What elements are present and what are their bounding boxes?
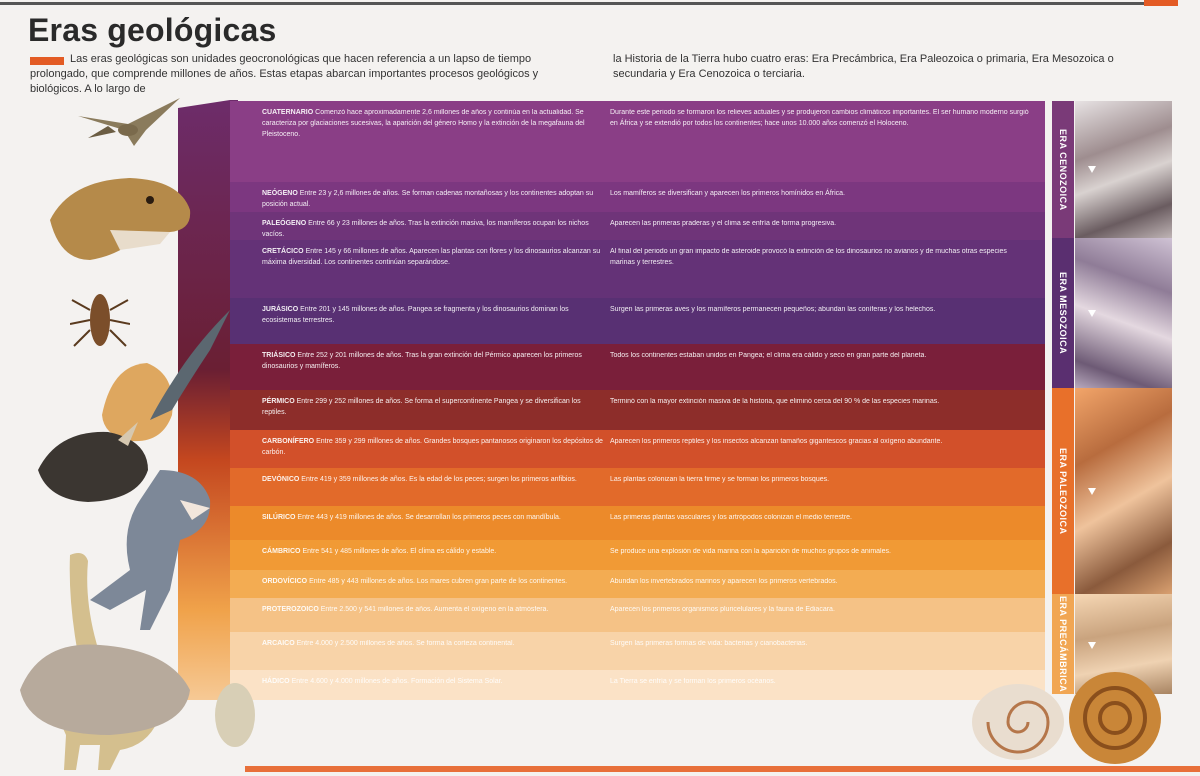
period-name: PALEÓGENO <box>262 220 307 227</box>
period-text: Entre 443 y 419 millones de años. Se desarrollan los primeros peces con mandíbula. <box>297 514 561 521</box>
period-text: Entre 145 y 66 millones de años. Aparecen las plantas con flores y los dinosaurios alcanzan su máxima diversidad. Los continentes continúan separándose. <box>262 248 601 266</box>
rock-illustration <box>10 630 200 740</box>
period-name: JURÁSICO <box>262 306 299 313</box>
page-title: Eras geológicas <box>28 12 277 48</box>
period-text: Terminó con la mayor extinción masiva de la historia, que eliminó cerca del 90 % de las especies marinas. <box>610 398 940 405</box>
intro-text-left: Las eras geológicas son unidades geocronológicas que hacen referencia a un lapso de tiempo prolongado, que comprende millones de años. Estas etapas abarcan importantes procesos geológicos y biológicos. A lo largo de <box>30 53 539 95</box>
top-rule <box>0 2 1160 5</box>
intro-text-right: la Historia de la Tierra hubo cuatro eras: Era Precámbrica, Era Paleozoica o primaria, Era Mesozoica o secundaria y Era Cenozoica o terciaria. <box>613 53 1114 80</box>
period-name: PROTEROZOICO <box>262 606 319 613</box>
period-band <box>230 540 1045 570</box>
period-text: Entre 485 y 443 millones de años. Los mares cubren gran parte de los continentes. <box>309 578 568 585</box>
period-band <box>230 182 1045 212</box>
period-text: Las primeras plantas vasculares y los artrópodos colonizan el medio terrestre. <box>610 514 853 521</box>
period-band <box>230 212 1045 240</box>
period-band <box>230 430 1045 468</box>
period-band <box>230 101 1045 182</box>
period-text: Entre 359 y 299 millones de años. Grandes bosques pantanosos originaron los depósitos de carbón. <box>262 438 603 456</box>
period-text: Entre 2.500 y 541 millones de años. Aumenta el oxígeno en la atmósfera. <box>320 606 549 613</box>
period-text: Aparecen las primeras praderas y el clima se enfría de forma progresiva. <box>610 220 837 227</box>
period-text: Entre 4.600 y 4.000 millones de años. Formación del Sistema Solar. <box>291 678 503 685</box>
era-label-cenozoica: ERA CENOZOICA <box>1052 101 1074 238</box>
period-text: Surgen las primeras formas de vida: bacterias y cianobacterias. <box>610 640 808 647</box>
period-band <box>230 344 1045 390</box>
period-name: ORDOVÍCICO <box>262 578 308 585</box>
period-text: Las plantas colonizan la tierra firme y se forman los primeros bosques. <box>610 476 830 483</box>
era-arrow-icon <box>1088 642 1096 649</box>
period-band <box>230 240 1045 298</box>
period-name: NEÓGENO <box>262 190 298 197</box>
period-text: Comenzó hace aproximadamente 2,6 millones de años y continúa en la actualidad. Se caracteriza por glaciaciones sucesivas, la aparición del género Homo y la extinción de la megafauna del Pleistoceno. <box>262 109 585 138</box>
era-arrow-icon <box>1088 310 1096 317</box>
plesiosaur-illustration <box>120 300 240 430</box>
period-name: HÁDICO <box>262 678 290 685</box>
period-name: CÁMBRICO <box>262 548 301 555</box>
period-band <box>230 570 1045 598</box>
period-text: Todos los continentes estaban unidos en Pangea; el clima era cálido y seco en gran parte del planeta. <box>610 352 927 359</box>
period-text: Entre 299 y 252 millones de años. Se forma el supercontinente Pangea y se diversifican los reptiles. <box>262 398 581 416</box>
period-text: Se produce una explosión de vida marina con la aparición de muchos grupos de animales. <box>610 548 891 555</box>
period-band <box>230 632 1045 670</box>
period-text: Entre 252 y 201 millones de años. Tras la gran extinción del Pérmico aparecen los primeros dinosaurios y mamíferos. <box>262 352 582 370</box>
period-band <box>230 468 1045 506</box>
period-text: Entre 4.000 y 2.500 millones de años. Se forma la corteza continental. <box>296 640 515 647</box>
period-name: CUATERNARIO <box>262 109 314 116</box>
period-band <box>230 298 1045 344</box>
period-band <box>230 598 1045 632</box>
top-accent <box>1144 0 1178 6</box>
era-label-paleozoica: ERA PALEOZOICA <box>1052 388 1074 594</box>
period-name: CRETÁCICO <box>262 248 304 255</box>
period-text: Surgen las primeras aves y los mamíferos permanecen pequeños; abundan las coníferas y los helechos. <box>610 306 936 313</box>
period-name: DEVÓNICO <box>262 476 300 483</box>
egg-illustration <box>210 675 260 750</box>
era-arrow-icon <box>1088 488 1096 495</box>
period-text: Entre 66 y 23 millones de años. Tras la extinción masiva, los mamíferos ocupan los nichos vacíos. <box>262 220 589 238</box>
era-label-mesozoica: ERA MESOZOICA <box>1052 238 1074 388</box>
period-name: TRIÁSICO <box>262 352 296 359</box>
period-text: Aparecen los primeros organismos pluricelulares y la fauna de Ediacara. <box>610 606 835 613</box>
period-text: Entre 201 y 145 millones de años. Pangea se fragmenta y los dinosaurios dominan los ecosistemas terrestres. <box>262 306 569 324</box>
period-name: CARBONÍFERO <box>262 438 315 445</box>
period-name: SILÚRICO <box>262 514 296 521</box>
period-band <box>230 506 1045 540</box>
period-name: ARCAICO <box>262 640 295 647</box>
era-label-precambrica: ERA PRECÁMBRICA <box>1052 594 1074 694</box>
period-band <box>230 390 1045 430</box>
era-arrow-icon <box>1088 166 1096 173</box>
dinosaur-head-illustration <box>40 160 200 280</box>
period-text: Al final del periodo un gran impacto de asteroide provocó la extinción de los dinosaurios no avianos y de muchas otras especies marinas y terrestres. <box>610 248 1007 266</box>
period-text: Abundan los invertebrados marinos y aparecen los primeros vertebrados. <box>610 578 838 585</box>
period-text: La Tierra se enfría y se forman los primeros océanos. <box>610 678 776 685</box>
period-text: Aparecen los primeros reptiles y los insectos alcanzan tamaños gigantescos gracias al oxígeno abundante. <box>610 438 943 445</box>
pterosaur-illustration <box>68 86 188 166</box>
period-band <box>230 670 1045 700</box>
period-text: Durante este periodo se formaron los relieves actuales y se produjeron cambios climáticos importantes. El ser humano moderno surgió en África y se extendió por todos los continentes; hace unos 10.000 años comenzó el Holoceno. <box>610 109 1029 127</box>
nautilus-shell-illustration <box>958 676 1068 766</box>
bottom-rule <box>245 766 1200 772</box>
period-name: PÉRMICO <box>262 398 295 405</box>
period-text: Entre 23 y 2,6 millones de años. Se forman cadenas montañosas y los continentes adoptan su posición actual. <box>262 190 594 208</box>
period-text: Entre 541 y 485 millones de años. El clima es cálido y estable. <box>302 548 497 555</box>
period-text: Los mamíferos se diversifican y aparecen los primeros homínidos en África. <box>610 190 845 197</box>
period-text: Entre 419 y 359 millones de años. Es la edad de los peces; surgen los primeros anfibios. <box>301 476 577 483</box>
ammonite-illustration <box>1060 668 1170 768</box>
